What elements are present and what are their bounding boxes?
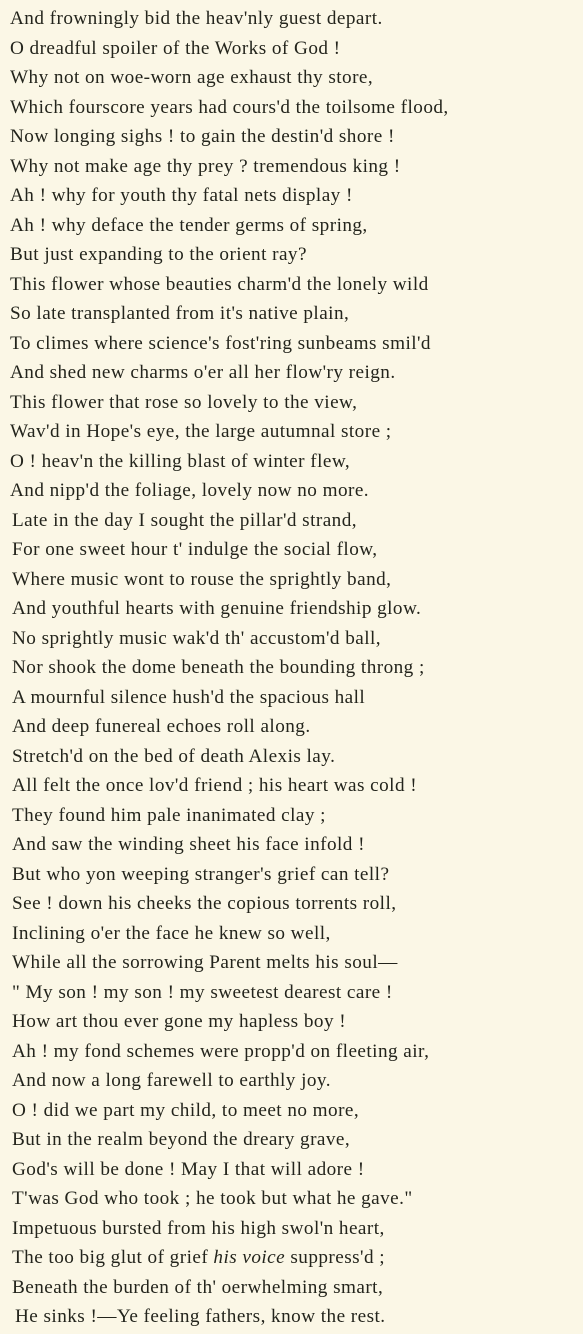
poem-line [10, 122, 580, 152]
poem-line [10, 1302, 580, 1332]
poem-line [10, 476, 580, 506]
poem-line-text: Beneath the burden of th' oerwhelming smart, [12, 1276, 384, 1298]
poem-line [10, 1155, 580, 1185]
poem-line-text: Which fourscore years had cours'd the toilsome flood, [10, 96, 449, 118]
poem-line-text: He sinks !—Ye feeling fathers, know the rest. [15, 1306, 386, 1327]
poem-line [10, 948, 580, 978]
poem-line-text: No sprightly music wak'd th' accustom'd ball, [12, 627, 382, 649]
poem-line [10, 1273, 580, 1303]
poem-line [10, 358, 580, 388]
poem-line-text: And nipp'd the foliage, lovely now no more. [10, 480, 370, 501]
poem-line [10, 771, 580, 801]
poem-line [10, 270, 580, 300]
poem-line [10, 93, 580, 123]
poem-line [10, 889, 580, 919]
poem-line [10, 1125, 580, 1155]
poem-line-text: But just expanding to the orient ray? [10, 244, 307, 265]
poem-line [10, 565, 580, 595]
poem-line [10, 919, 580, 949]
poem-line [10, 801, 580, 831]
poem-line-text: And saw the winding sheet his face infold ! [12, 834, 365, 855]
poem-line-text: Why not make age thy prey ? tremendous king ! [10, 155, 401, 177]
poem-line-text: To climes where science's fost'ring sunbeams smil'd [10, 332, 431, 354]
poem-line [10, 653, 580, 683]
poem-line [10, 1214, 580, 1244]
poem-line-text: And deep funereal echoes roll along. [12, 716, 311, 737]
poem-line-text: God's will be done ! May I that will adore ! [12, 1158, 365, 1180]
poem-line-text-after: suppress'd ; [285, 1247, 386, 1268]
poem-line-text: A mournful silence hush'd the spacious hall [12, 686, 366, 708]
poem-line-text: This flower whose beauties charm'd the lonely wild [10, 273, 429, 295]
poem-line-text: O ! did we part my child, to meet no more, [12, 1099, 360, 1121]
poem-line [10, 63, 580, 93]
poem-line [10, 417, 580, 447]
poem-line [10, 1007, 580, 1037]
poem-line [10, 594, 580, 624]
poem-line-text: Stretch'd on the bed of death Alexis lay. [12, 745, 336, 767]
poem-line [10, 712, 580, 742]
poem-line-text: But who yon weeping stranger's grief can tell? [12, 863, 390, 885]
poem-line-text: So late transplanted from it's native plain, [10, 303, 350, 324]
poem-line-text: How art thou ever gone my hapless boy ! [12, 1011, 347, 1032]
poem-line-text: Ah ! why for youth thy fatal nets display ! [10, 185, 353, 206]
poem-line [10, 181, 580, 211]
poem-line-text: They found him pale inanimated clay ; [12, 804, 326, 826]
poem-line-text: But in the realm beyond the dreary grave, [12, 1129, 351, 1150]
poem-line [10, 1096, 580, 1126]
poem-line-text: While all the sorrowing Parent melts his soul— [12, 952, 398, 973]
poem-line [10, 506, 580, 536]
poem-line [10, 1243, 580, 1273]
poem-line-text: All felt the once lov'd friend ; his heart was cold ! [12, 775, 418, 796]
poem-line [10, 34, 580, 64]
poem-line-text: T'was God who took ; he took but what he gave." [12, 1188, 413, 1209]
poem-text [10, 4, 580, 1332]
poem-line-text: O ! heav'n the killing blast of winter flew, [10, 450, 351, 472]
poem-line [10, 388, 580, 418]
poem-line-text: Where music wont to rouse the sprightly band, [12, 568, 392, 590]
poem-line-text: Ah ! my fond schemes were propp'd on fleeting air, [12, 1040, 430, 1062]
poem-line-text: For one sweet hour t' indulge the social flow, [12, 539, 378, 560]
poem-line [10, 830, 580, 860]
poem-line [10, 152, 580, 182]
poem-line-text: Impetuous bursted from his high swol'n heart, [12, 1217, 385, 1239]
poem-line-text: Why not on woe-worn age exhaust thy store, [10, 67, 374, 88]
poem-line-text: Late in the day I sought the pillar'd strand, [12, 509, 358, 531]
poem-line [10, 742, 580, 772]
poem-line-text: And now a long farewell to earthly joy. [12, 1070, 331, 1091]
poem-line [10, 447, 580, 477]
poem-line [10, 624, 580, 654]
poem-line-text: Ah ! why deface the tender germs of spring, [10, 214, 368, 236]
poem-line-text: Wav'd in Hope's eye, the large autumnal store ; [10, 421, 392, 442]
poem-line [10, 860, 580, 890]
poem-line [10, 1184, 580, 1214]
poem-line [10, 211, 580, 241]
poem-line-text: O dreadful spoiler of the Works of God ! [10, 37, 341, 59]
poem-line [10, 329, 580, 359]
poem-line-text: See ! down his cheeks the copious torrents roll, [12, 893, 397, 914]
poem-line [10, 978, 580, 1008]
poem-line-text: " My son ! my son ! my sweetest dearest care ! [12, 981, 393, 1003]
poem-line-text: This flower that rose so lovely to the view, [10, 391, 358, 413]
poem-line-text: Nor shook the dome beneath the bounding throng ; [12, 657, 425, 678]
poem-line [10, 1037, 580, 1067]
poem-line [10, 683, 580, 713]
poem-line-text: And frowningly bid the heav'nly guest depart. [10, 8, 383, 29]
poem-line [10, 240, 580, 270]
poem-line-text: Inclining o'er the face he knew so well, [12, 922, 331, 944]
poem-line-text: And youthful hearts with genuine friendship glow. [12, 598, 422, 619]
poem-line [10, 299, 580, 329]
poem-line-italic: his voice [213, 1247, 286, 1268]
poem-line-text: And shed new charms o'er all her flow'ry reign. [10, 362, 396, 383]
poem-line [10, 4, 580, 34]
poem-line-text: The too big glut of grief [12, 1247, 214, 1268]
poem-line [10, 1066, 580, 1096]
poem-line-text: Now longing sighs ! to gain the destin'd shore ! [10, 126, 395, 147]
poem-line [10, 535, 580, 565]
